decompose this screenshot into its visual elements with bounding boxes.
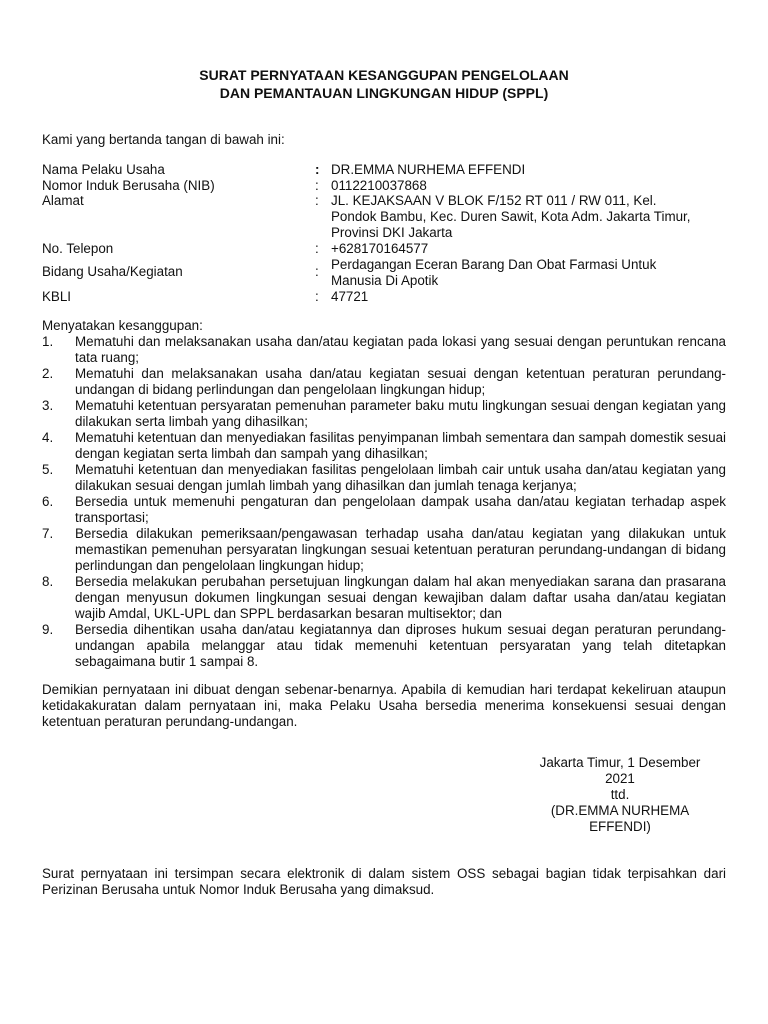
commitment-text: Bersedia melakukan perubahan persetujuan lingkungan dalam hal akan menyediakan sarana dan prasarana dengan menyusun dokumen lingkungan sesuai dengan kewajiban dalam daftar usaha dan/atau kegiatan wajib Amdal, UKL-UPL dan SPPL berdasarkan besaran multisektor; dan [75,574,726,621]
commitment-number: 5. [42,462,54,477]
commitment-heading: Menyatakan kesanggupan: [42,318,203,333]
commitment-text: Bersedia dihentikan usaha dan/atau kegiatannya dan diproses hukum sesuai degan peraturan perundang-undangan apabila melanggar atau tidak memenuhi ketentuan persyaratan yang telah ditetapkan sebagaimana butir 1 sampai 8. [75,622,726,669]
address-line-1: JL. KEJAKSAAN V BLOK F/152 RT 011 / RW 011, Kel. [331,193,657,208]
footer-note: Surat pernyataan ini tersimpan secara elektronik di dalam sistem OSS sebagai bagian tidak terpisahkan dari Perizinan Berusaha untuk Nomor Induk Berusaha yang dimaksud. [42,866,726,897]
business-label: Bidang Usaha/Kegiatan [42,264,183,279]
address-line-2: Pondok Bambu, Kec. Duren Sawit, Kota Adm. Jakarta Timur, [331,209,691,224]
commitment-number: 7. [42,526,54,541]
address-colon: : [315,193,319,208]
phone-value: +628170164577 [331,241,429,256]
nib-label: Nomor Induk Berusaha (NIB) [42,178,215,193]
business-line-1: Perdagangan Eceran Barang Dan Obat Farmasi Untuk [331,257,657,272]
commitment-number: 3. [42,398,54,413]
name-label: Nama Pelaku Usaha [42,162,165,177]
intro-text: Kami yang bertanda tangan di bawah ini: [42,132,285,147]
commitment-text: Mematuhi ketentuan persyaratan pemenuhan parameter baku mutu lingkungan sesuai dengan kegiatan yang dilakukan serta limbah yang dihasilkan; [75,398,726,429]
closing-statement: Demikian pernyataan ini dibuat dengan sebenar-benarnya. Apabila di kemudian hari terdapat kekeliruan ataupun ketidakakuratan dalam pernyataan ini, maka Pelaku Usaha bersedia menerima konsekuensi sesuai dengan ketentuan peraturan perundang-undangan. [42,682,726,729]
name-colon: : [315,162,320,177]
commitment-item-7 [42,526,726,574]
kbli-label: KBLI [42,289,72,304]
address-label: Alamat [42,193,84,208]
phone-label: No. Telepon [42,241,114,256]
commitment-text: Mematuhi dan melaksanakan usaha dan/atau kegiatan sesuai dengan ketentuan peraturan perundang-undangan di bidang perlindungan dan pengelolaan lingkungan hidup; [75,366,726,397]
signature-name-line-2: EFFENDI) [589,819,651,834]
commitment-item-1 [42,334,726,366]
business-line-2: Manusia Di Apotik [331,273,439,288]
signature-place-date-line-1: Jakarta Timur, 1 Desember [539,755,701,770]
name-value: DR.EMMA NURHEMA EFFENDI [331,162,526,177]
signature-place-date-line-2: 2021 [605,771,635,786]
commitment-number: 8. [42,574,54,589]
commitment-text: Bersedia untuk memenuhi pengaturan dan pengelolaan dampak usaha dan/atau kegiatan terhadap aspek transportasi; [75,494,726,525]
nib-colon: : [315,178,319,193]
commitment-text: Bersedia dilakukan pemeriksaan/pengawasan terhadap usaha dan/atau kegiatan yang dilakukan untuk memastikan pemenuhan persyaratan lingkungan sesuai ketentuan peraturan perundang-undangan di bidang perlindungan dan pengelolaan lingkungan hidup; [75,526,726,573]
phone-colon: : [315,241,319,256]
commitment-item-6 [42,494,726,526]
commitment-text: Mematuhi dan melaksanakan usaha dan/atau kegiatan pada lokasi yang sesuai dengan peruntukan rencana tata ruang; [75,334,726,365]
commitment-item-9 [42,622,726,670]
commitment-number: 4. [42,430,54,445]
address-line-3: Provinsi DKI Jakarta [331,225,453,240]
document-title-line-1: SURAT PERNYATAAN KESANGGUPAN PENGELOLAAN [199,67,569,83]
commitment-text: Mematuhi ketentuan dan menyediakan fasilitas penyimpanan limbah sementara dan sampah domestik sesuai dengan kegiatan serta limbah dan sampah yang dihasilkan; [75,430,726,461]
commitment-item-2 [42,366,726,398]
commitment-item-5 [42,462,726,494]
kbli-value: 47721 [331,289,369,304]
business-colon: : [315,264,319,279]
nib-value: 0112210037868 [331,178,427,193]
signature-name-line-1: (DR.EMMA NURHEMA [550,803,690,818]
commitment-item-3 [42,398,726,430]
commitment-number: 9. [42,622,54,637]
commitment-item-8 [42,574,726,622]
document-title-line-2: DAN PEMANTAUAN LINGKUNGAN HIDUP (SPPL) [219,85,549,101]
commitment-item-4 [42,430,726,462]
commitment-number: 1. [42,334,54,349]
commitment-number: 2. [42,366,54,381]
commitment-list [42,334,726,670]
commitment-text: Mematuhi ketentuan dan menyediakan fasilitas pengelolaan limbah cair untuk usaha dan/atau kegiatan yang dilakukan sesuai dengan jumlah limbah yang dihasilkan dan jumlah tenaga kerjanya; [75,462,726,493]
signature-ttd: ttd. [610,787,630,802]
commitment-number: 6. [42,494,54,509]
kbli-colon: : [315,289,319,304]
